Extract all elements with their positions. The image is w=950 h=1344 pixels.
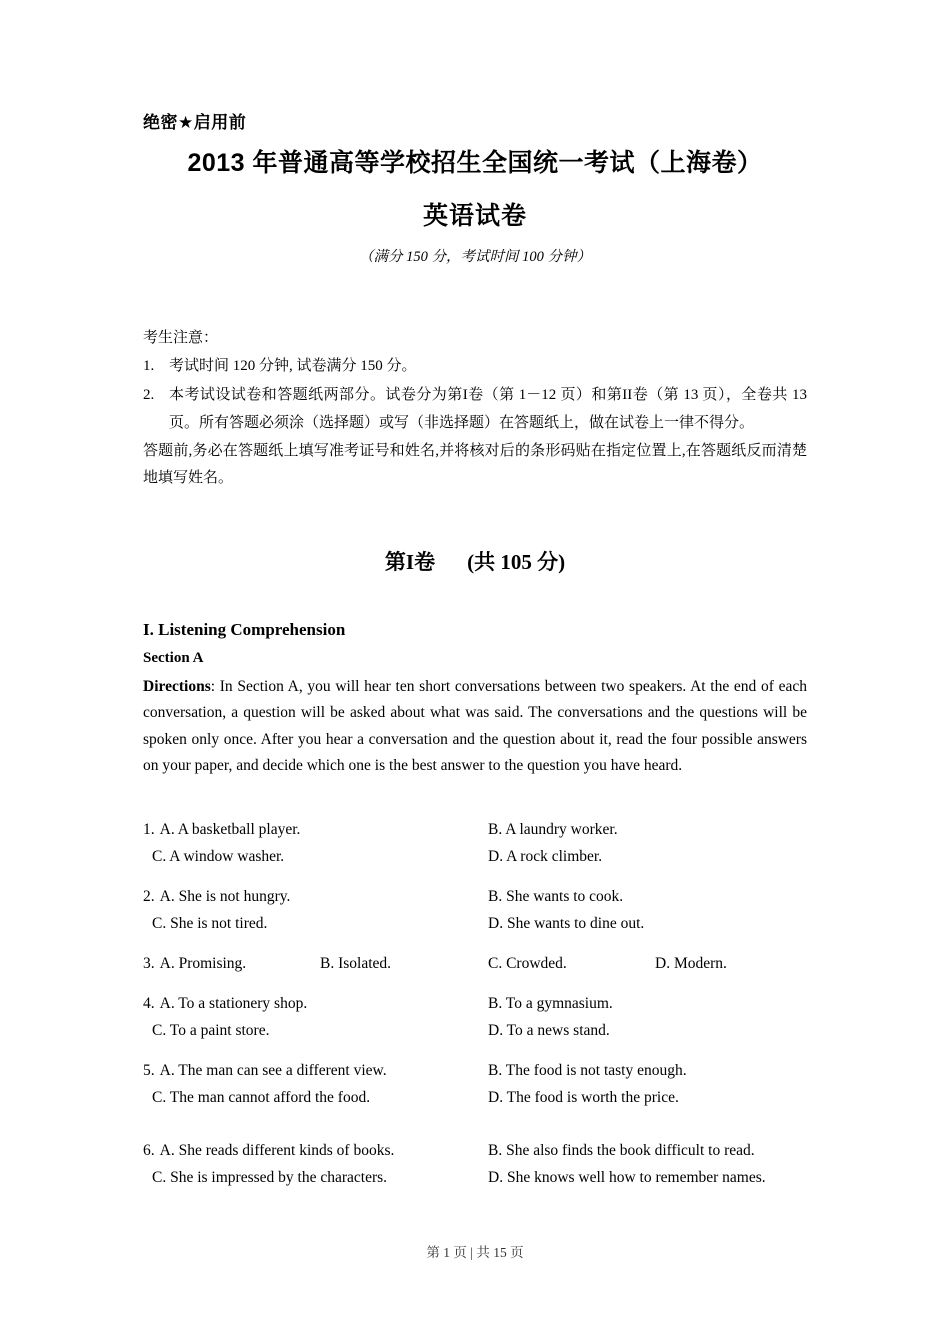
score-time-note: （满分 150 分，考试时间 100 分钟） [359, 249, 591, 265]
option-a [143, 883, 290, 910]
option-a [143, 990, 307, 1017]
listening-comprehension-heading: I. Listening Comprehension [143, 619, 346, 639]
question-5 [143, 1057, 807, 1111]
notice-footnote: 答题前,务必在答题纸上填写准考证号和姓名,并将核对后的条形码贴在指定位置上,在答题纸反而清楚地填写姓名。 [143, 442, 807, 486]
notice-item-1 [143, 352, 807, 381]
question-list [143, 816, 807, 1191]
question-number: 2. [143, 887, 155, 905]
notice-item-text: 本考试设试卷和答题纸两部分。试卷分为第I卷（第 1－12 页）和第II卷（第 13 页），全卷共 13 页。所有答题必须涂（选择题）或写（非选择题）在答题纸上，做在试卷上一律不得分。 [169, 386, 807, 431]
question-1 [143, 816, 807, 870]
part1-score-label: (共 105 分) [467, 549, 566, 574]
question-3 [143, 950, 807, 977]
option-c: C. The man cannot afford the food. [152, 1088, 371, 1106]
exam-title: 2013 年普通高等学校招生全国统一考试（上海卷） [187, 149, 763, 177]
question-row [143, 843, 807, 870]
directions-text: : In Section A, you will hear ten short conversations between two speakers. At the end of each conversation, a question will be asked about what was said. The conversations and the questions will be spoken only once. After you hear a conversation and the question about it, read the four possible answers on your paper, and decide which one is the best answer to the question you have heard. [143, 677, 807, 775]
option-b: B. To a gymnasium. [488, 994, 613, 1012]
question-number: 3. [143, 954, 155, 972]
directions-label: Directions [143, 677, 211, 695]
option-c: C. A window washer. [152, 847, 285, 865]
option-c: C. Crowded. [488, 954, 567, 972]
option-d: D. A rock climber. [488, 847, 603, 865]
subject-title: 英语试卷 [422, 202, 527, 230]
candidate-notice [143, 325, 807, 492]
notice-item-number: 2. [143, 386, 155, 403]
option-text: A. A basketball player. [159, 820, 301, 838]
option-d: D. The food is worth the price. [488, 1088, 679, 1106]
question-number: 6. [143, 1141, 155, 1159]
question-row [143, 816, 807, 843]
option-text: A. The man can see a different view. [159, 1061, 387, 1079]
classification-label: 绝密★启用前 [143, 113, 247, 132]
question-row [143, 1164, 807, 1191]
question-4 [143, 990, 807, 1044]
option-c: C. To a paint store. [152, 1021, 270, 1039]
question-row [143, 910, 807, 937]
notice-item-text: 考试时间 120 分钟, 试卷满分 150 分。 [169, 358, 417, 374]
option-d: D. To a news stand. [488, 1021, 610, 1039]
question-row [143, 1057, 807, 1084]
directions-paragraph [143, 674, 807, 780]
question-row [143, 1084, 807, 1111]
option-b: B. The food is not tasty enough. [488, 1061, 687, 1079]
question-2 [143, 883, 807, 937]
option-a [143, 950, 246, 977]
section-a-heading: Section A [143, 649, 204, 666]
notice-item-2 [143, 381, 807, 438]
option-b: B. She wants to cook. [488, 887, 624, 905]
option-b: B. She also finds the book difficult to read. [488, 1141, 755, 1159]
question-row [143, 990, 807, 1017]
option-text: A. She reads different kinds of books. [159, 1141, 395, 1159]
option-a [143, 1137, 394, 1164]
question-number: 1. [143, 820, 155, 838]
option-d: D. She wants to dine out. [488, 914, 645, 932]
page-number-footer: 第 1 页 | 共 15 页 [426, 1245, 524, 1260]
notice-item-number: 1. [143, 358, 155, 374]
option-d: D. She knows well how to remember names. [488, 1168, 766, 1186]
option-b: B. Isolated. [320, 954, 392, 972]
option-text: A. She is not hungry. [159, 887, 291, 905]
question-6 [143, 1137, 807, 1191]
question-row [143, 950, 807, 977]
option-a [143, 1057, 387, 1084]
notice-heading: 考生注意： [143, 330, 219, 346]
question-row [143, 883, 807, 910]
part1-volume-label: 第I卷 [384, 549, 436, 574]
option-b: B. A laundry worker. [488, 820, 618, 838]
question-row [143, 1137, 807, 1164]
option-d: D. Modern. [655, 954, 727, 972]
question-row [143, 1017, 807, 1044]
option-a [143, 816, 300, 843]
option-c: C. She is impressed by the characters. [152, 1168, 388, 1186]
question-number: 4. [143, 994, 155, 1012]
option-text: A. To a stationery shop. [159, 994, 308, 1012]
option-text: A. Promising. [159, 954, 247, 972]
question-number: 5. [143, 1061, 155, 1079]
part1-title [143, 548, 807, 576]
option-c: C. She is not tired. [152, 914, 268, 932]
